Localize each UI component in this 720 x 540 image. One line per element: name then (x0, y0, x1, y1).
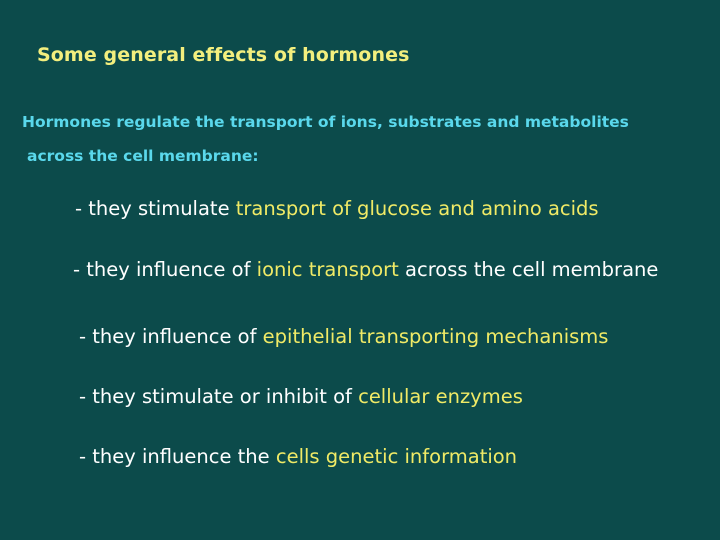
bullet-item (79, 325, 608, 348)
bullet-item (73, 258, 658, 281)
intro-line-2: across the cell membrane: (27, 147, 259, 165)
bullet-text: - they influence of (79, 325, 263, 348)
bullet-text: - they stimulate (75, 197, 236, 220)
slide-title: Some general effects of hormones (37, 44, 410, 66)
bullet-highlight: ionic transport (256, 258, 399, 281)
bullet-highlight: cellular enzymes (358, 385, 523, 408)
bullet-text: - they influence the (79, 445, 276, 468)
bullet-item (75, 197, 599, 220)
intro-line-1: Hormones regulate the transport of ions, substrates and metabolites (22, 113, 629, 131)
bullet-text: - they stimulate or inhibit of (79, 385, 359, 408)
bullet-item (79, 385, 523, 408)
bullet-text: - they influence of (73, 258, 257, 281)
bullet-item (79, 445, 517, 468)
bullet-highlight: epithelial transporting mechanisms (262, 325, 609, 348)
bullet-highlight: cells genetic information (275, 445, 518, 468)
bullet-text: across the cell membrane (398, 258, 659, 281)
bullet-highlight: transport of glucose and amino acids (235, 197, 599, 220)
